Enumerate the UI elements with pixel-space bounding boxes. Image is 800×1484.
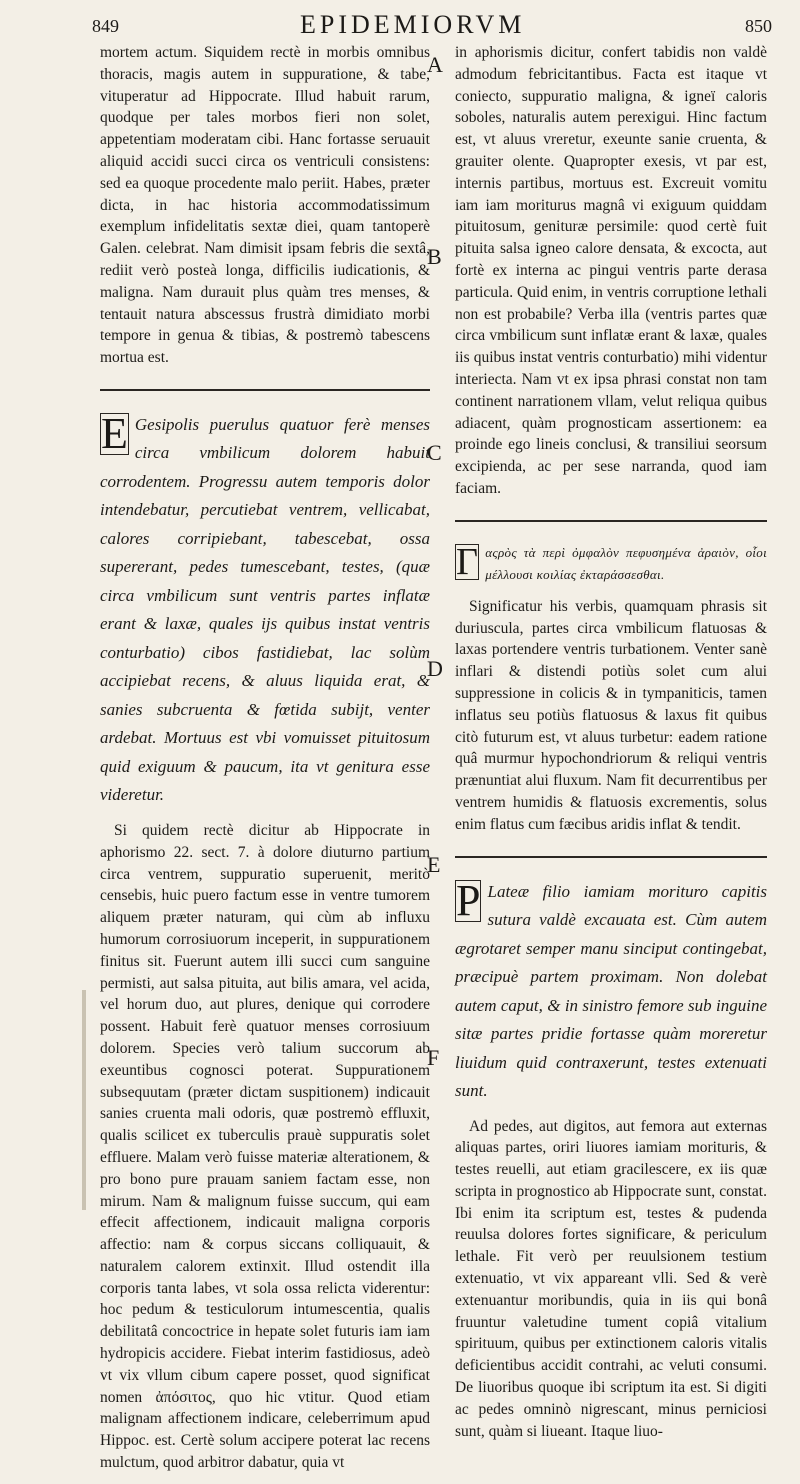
margin-letter-b: B bbox=[427, 244, 442, 269]
right-column bbox=[455, 42, 767, 1452]
left-paragraph-2: Si quidem rectè dicitur ab Hippocrate in aphorismo 22. sect. 7. à dolore diuturno partium circa ventrem, suppuratio superuenit, meritò censebis, huic puero factum esse in ventre tumorem aliquem præter naturam, qui cùm ab influxu humorum corrosiuorum inceperit, in suppurationem finitus sit. Fuerunt autem illi succi cum sanguine permisti, aut salsa pituita, aut bilis amara, vel acida, vel horum duo, aut plures, denique qui corrodere possent. Habuit ferè quatuor menses corrosiuum dolorem. Species verò talium succorum ab exeuntibus cognosci poterat. Suppurationem subsequutam (præter dictam suspitionem) indicauit sanies cruenta mali odoris, quæ postremò effluxit, qualis scilicet ex tuberculis prauè suppuratis solet effluere. Malam verò fuisse materiæ alterationem, & pro bono pure prauam saniem factam esse, non mirum. Nam & malignum fuisse succum, qui eam effecit affectionem, indicauit maligna corporis affectio: nam & corpus siccans colliquauit, & naturalem calorem extinxit. Illud ostendit illa corporis tanta labes, vt sola ossa relicta viderentur: hoc pedum & testiculorum intumescentia, qualis debilitatâ concoctrice in hepate solet futuris iam iam hydropicis accidere. Fiebat interim fastidiosus, adeò vt vix vllum cibum capere posset, quod significat nomen ἀπόσιτος, quo hic vtitur. Quod etiam malignam affectionem indicare, celeberrimum apud Hippoc. est. Certè solum accipere poterat lac recens mulctum, quod arbitror dabatur, quia vt bbox=[100, 821, 430, 1472]
page-number-right: 850 bbox=[745, 16, 772, 36]
drop-cap: E bbox=[101, 408, 128, 458]
greek-quote bbox=[455, 542, 767, 586]
section-rule bbox=[455, 510, 767, 534]
running-header bbox=[0, 0, 800, 40]
drop-cap: Γ bbox=[456, 540, 479, 583]
drop-cap: P bbox=[456, 875, 481, 925]
binding-shadow bbox=[82, 990, 86, 1210]
right-paragraph-2: Significatur his verbis, quamquam phrasis sit duriuscula, partes circa vmbilicum flatuosas & laxas portendere ventris turbationem. Venter sanè inflari & distendi potiùs solet cum alui suppressione in colicis & in tympaniticis, tamen inflatus seu potiùs flatuosus & laxus fit quibus citò futurum est, vt aluus turbetur: eadem ratione quâ murmur hypochondriorum & reliqui ventris prænuntiat alui fluxum. Nam fit decurrentibus per ventrem humidis & flatuosis excrementis, solus enim flatus cum fæcibus aridis inflat & tendit. bbox=[455, 597, 767, 833]
greek-text: αςρὸς τὰ περὶ ὀμφαλὸν πεφυσημένα ἀραιὸν, οἷοι μέλλουσι κοιλίας ἐκταράσσεσθαι. bbox=[485, 544, 767, 582]
margin-letter-d: D bbox=[427, 656, 443, 681]
left-case-heading bbox=[100, 408, 430, 810]
right-paragraph-1: in aphorismis dicitur, confert tabidis non valdè admodum febricitantibus. Facta est itaque vt coniecto, suppuratio maligna, & igneï caloris soboles, naturalis autem perexigui. Hinc factum est, vt aluus vreretur, exeunte sanie cruenta, & grauiter olente. Quapropter exesis, vt par est, internis partibus, mortuus est. Excreuit vomitu iam iam moriturus magnâ vi exiguum quiddam pituitosum, genituræ persimile: quod certè fuit pituita salsa igneo calore densata, & excocta, aut fortè ex interna ac pingui ventris parte derasa particula. Quid enim, in ventris corruptione lethali non est probabile? Verba illa (ventris partes quæ circa vmbilicum sunt inflatæ erant & laxæ, quales iis quibus instat ventris conturbatio) mihi videntur interiecta. Nam vt ex ipsa phrasi constat non tam continent narrationem vllam, velut reliqua quibus adiacent, quàm prognosticam assertionem: ea proinde ego lineis conclusi, & transiliui seorsum excipienda, ac per sese narranda, quod iam faciam. bbox=[455, 44, 767, 497]
case-text: Gesipolis puerulus quatuor ferè menses circa vmbilicum dolorem habuit corrodentem. Progressu autem temporis dolor intendebatur, percutiebat ventrem, vellicabat, calores corripiebant, tabescebat, ossa supererant, pedes tumescebant, testes, (quæ circa vmbilicum sunt ventris partes inflatæ erant & laxæ, quales ijs quibus instat ventris conturbatio) cibos fastidiebat, lac solùm accipiebat recens, & aluus liquida erat, & sanies subcruenta & fœtida subijt, venter ardebat. Mortuus est vbi vomuisset pituitosum quid exiguum & paucum, ita vt genitura esse videretur. bbox=[100, 414, 430, 805]
left-paragraph-1: mortem actum. Siquidem rectè in morbis omnibus thoracis, magis autem in suppuratione, & tabe, vituperatur ad Hippocrate. Illud habuit rarum, quodque per tales morbos fieri non solet, appetentiam moderatam cibi. Hanc fortasse seruauit aliquid accidi succi circa os ventriculi consistens: sed ea quoque procedente malo periit. Habes, præter dicta, in hac historia accommodatissimum exemplum infidelitatis sextæ diei, quam tantoperè Galen. celebrat. Nam dimisit ipsam febris die sextâ, rediit verò posteà longa, difficilis iudicationis, & maligna. Nam durauit plus quàm tres menses, & tentauit natura abscessus frustrà dimidiato morbi tempore in genua & tibias, & postremò tabescens mortua est. bbox=[100, 44, 430, 367]
margin-letter-f: F bbox=[427, 1045, 440, 1070]
section-rule bbox=[455, 846, 767, 870]
running-title: EPIDEMIORVM bbox=[300, 10, 526, 39]
margin-letter-c: C bbox=[427, 440, 442, 465]
case-text: Lateæ filio iamiam morituro capitis sutura valdè excauata est. Cùm autem ægrotaret semper manu sinciput contingebat, præcipuè partem proximam. Non dolebat autem caput, & in sinistro femore sub inguine sitæ partes pridie fortasse quàm moreretur liuidum quid contraxerunt, testes extenuati sunt. bbox=[455, 881, 767, 1100]
page-number-left: 849 bbox=[92, 16, 119, 36]
margin-letter-e: E bbox=[427, 852, 441, 877]
left-column bbox=[100, 42, 430, 1484]
margin-letter-a: A bbox=[427, 52, 443, 77]
right-paragraph-3: Ad pedes, aut digitos, aut femora aut externas aliquas partes, oriri liuores iamiam morituris, & testes reuelli, aut etiam gracilescere, ex iis quæ scripta in prognostico ab Hippocrate sunt, constat. Ibi enim ita scriptum est, testes & pudenda reuulsa dolores fortes significare, & periculum lethale. Fit verò per reuulsionem testium extenuatio, vt vix appareant vlli. Sed & verè extenuantur moribundis, quia in iis qui bonâ fruuntur valetudine tument copiâ vitalium spirituum, quibus per extinctionem caloris vitalis deficientibus accidit contrahi, ac veluti consumi. De liuoribus quoque ibi scriptum ita est. Si digiti ac pedes omninò nigrescant, minus perniciosi sunt, quàm si liueant. Itaque liuo- bbox=[455, 1117, 767, 1440]
right-case-heading bbox=[455, 875, 767, 1106]
section-rule bbox=[100, 379, 430, 403]
